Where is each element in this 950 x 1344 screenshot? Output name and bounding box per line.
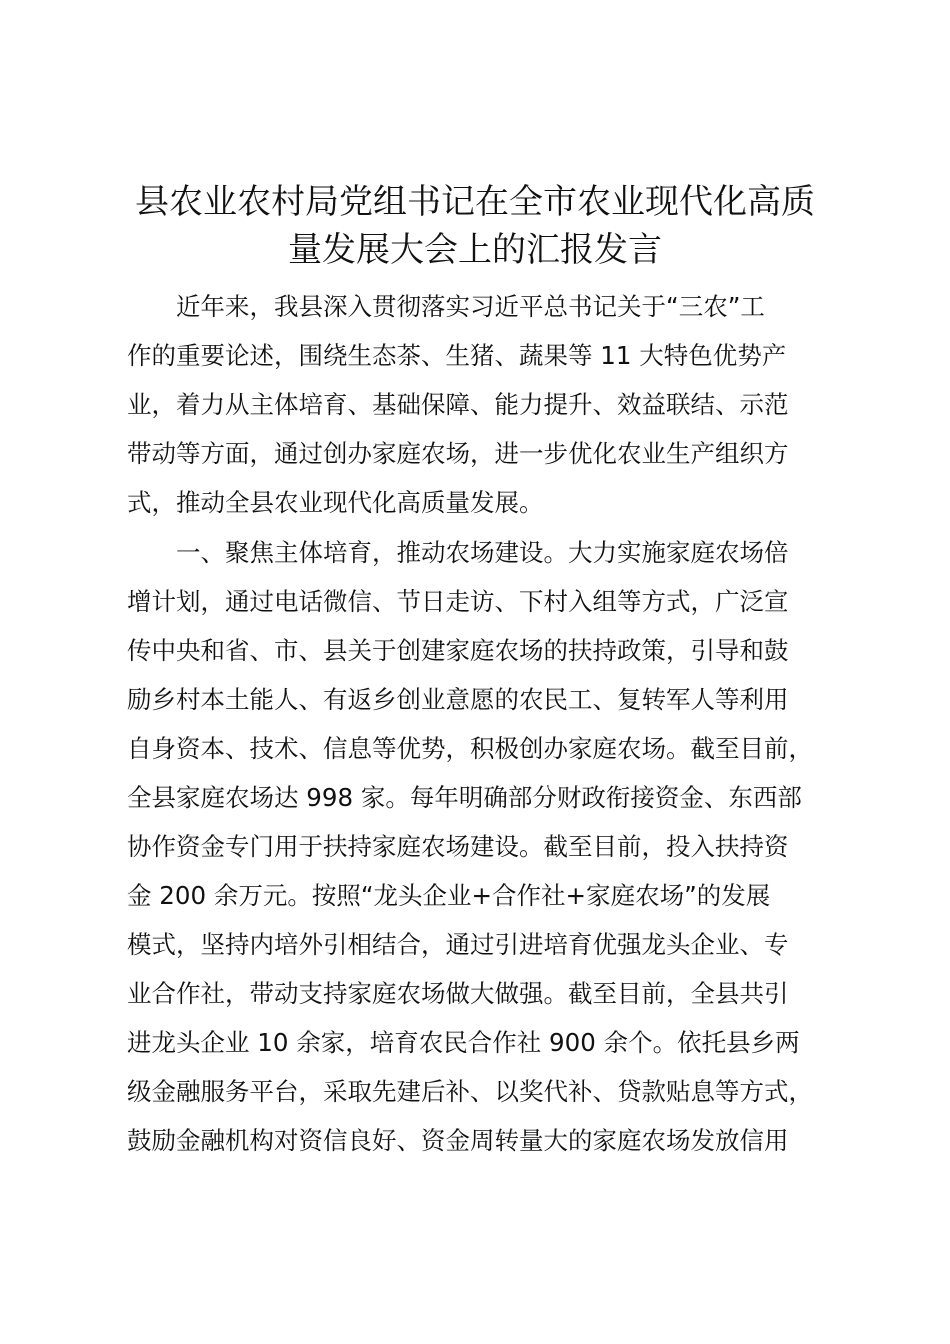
paragraph-section-one [127,528,857,1165]
text-line: 式，推动全县农业现代化高质量发展。 [127,488,544,517]
text-line: 近年来，我县深入贯彻落实习近平总书记关于“三农”工 [176,292,765,321]
title-line: 量发展大会上的汇报发言 [288,230,662,270]
paragraph-intro [127,282,857,527]
text-line: 励乡村本土能人、有返乡创业意愿的农民工、复转军人等利用 [127,685,789,714]
text-line: 模式，坚持内培外引相结合，通过引进培育优强龙头企业、专 [127,930,789,959]
text-line: 自身资本、技术、信息等优势，积极创办家庭农场。截至目前， [127,734,813,763]
text-line: 全县家庭农场达 998 家。每年明确部分财政衔接资金、东西部 [127,783,802,812]
document-title [118,178,832,274]
document-body [127,282,857,1166]
text-line: 传中央和省、市、县关于创建家庭农场的扶持政策，引导和鼓 [127,636,789,665]
text-line: 金 200 余万元。按照“龙头企业+合作社+家庭农场”的发展 [127,881,771,910]
text-line: 一、聚焦主体培育，推动农场建设。大力实施家庭农场倍 [176,538,789,567]
text-line: 协作资金专门用于扶持家庭农场建设。截至目前，投入扶持资 [127,832,789,861]
title-line: 县农业农村局党组书记在全市农业现代化高质 [135,182,815,222]
text-line: 级金融服务平台，采取先建后补、以奖代补、贷款贴息等方式， [127,1077,813,1106]
text-line: 增计划，通过电话微信、节日走访、下村入组等方式，广泛宣 [127,587,789,616]
text-line: 业合作社，带动支持家庭农场做大做强。截至目前，全县共引 [127,979,789,1008]
text-line: 带动等方面，通过创办家庭农场，进一步优化农业生产组织方 [127,439,789,468]
text-line: 业，着力从主体培育、基础保障、能力提升、效益联结、示范 [127,390,789,419]
text-line: 进龙头企业 10 余家，培育农民合作社 900 余个。依托县乡两 [127,1028,800,1057]
text-line: 作的重要论述，围绕生态茶、生猪、蔬果等 11 大特色优势产 [127,341,787,370]
text-line: 鼓励金融机构对资信良好、资金周转量大的家庭农场发放信用 [127,1126,789,1155]
